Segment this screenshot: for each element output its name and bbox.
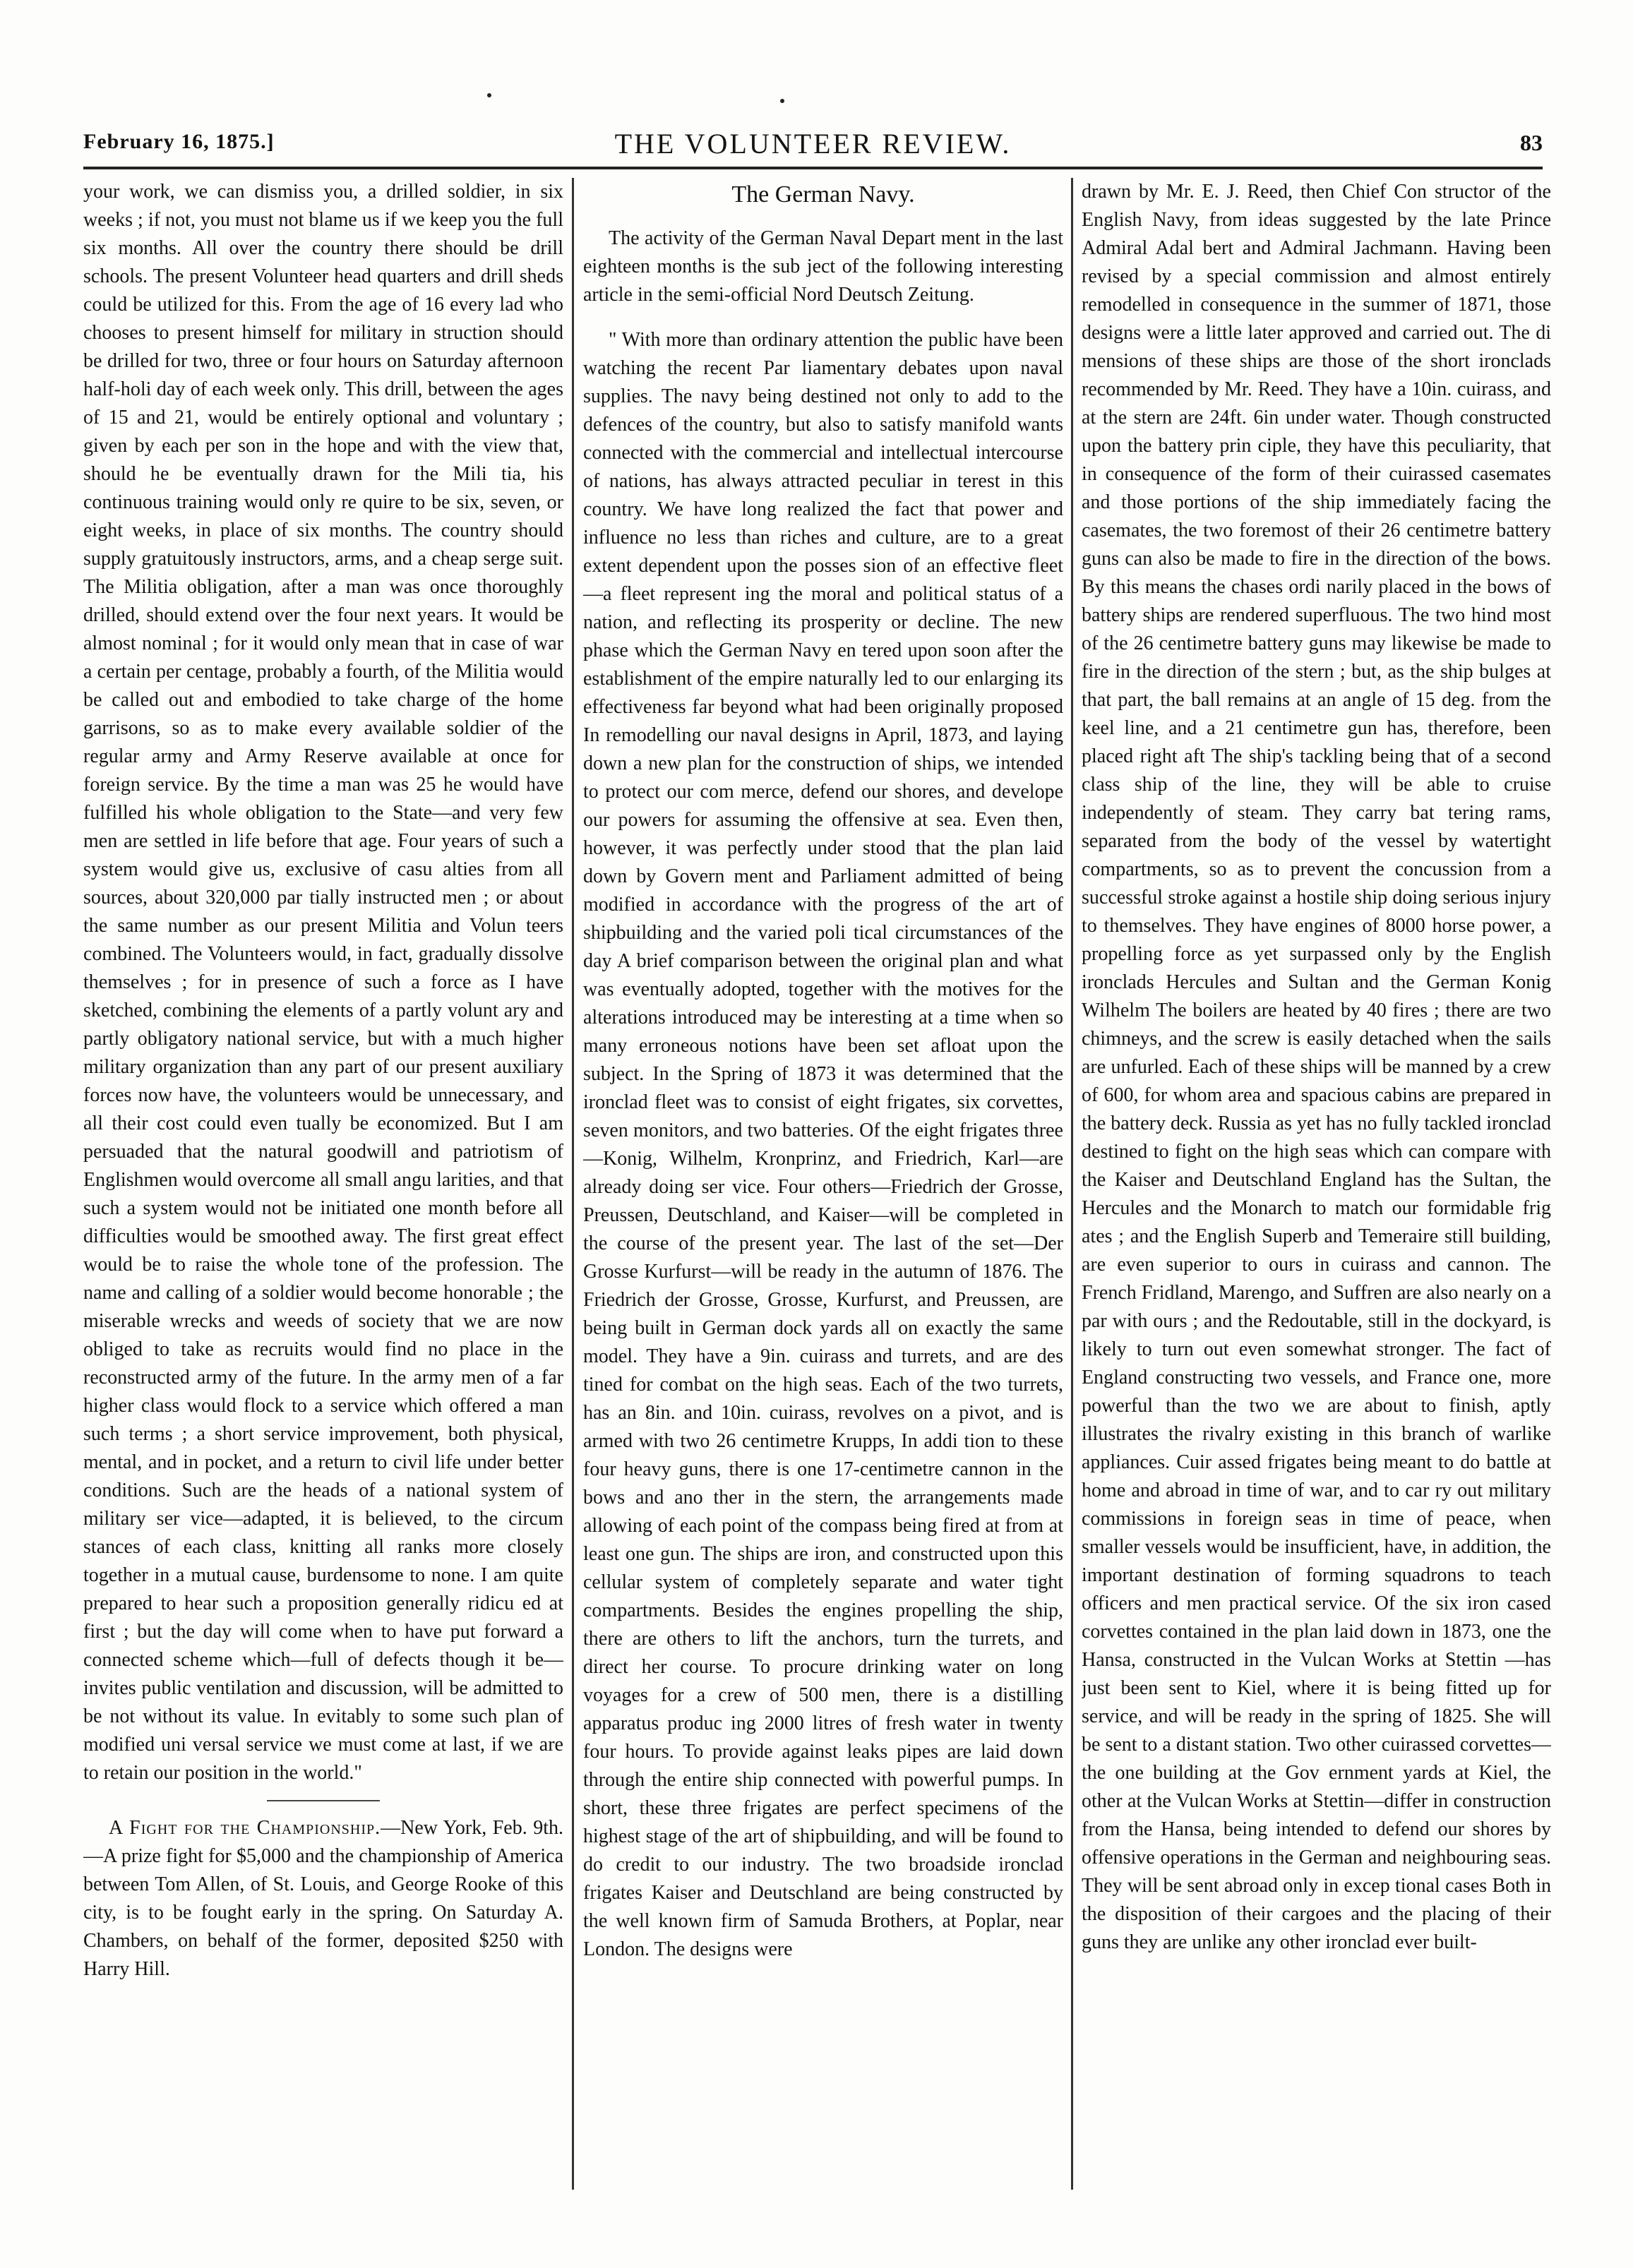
article-intro: The activity of the German Naval Depart ment in the last eighteen months is the sub ject of the following interesting article in the semi-official Nord Deutsch Zeitung. [583,227,1063,306]
paragraph-gap [583,309,1063,326]
column-right [1082,178,1551,2197]
header-rule [83,167,1543,169]
article-continuation-text: your work, we can dismiss you, a drilled soldier, in six weeks ; if not, you must not blame us if we keep you the full six months. All over the country there should be drill schools. The present Volunteer head quarters and drill sheds could be utilized for this. From the age of 16 every lad who chooses to present himself for military in struction should be drilled for two, three or four hours on Saturday afternoon half-holi day of each week only. This drill, between the ages of 15 and 21, would be entirely optional and voluntary ; given by each per son in the hope and with the view that, should he be eventually drawn for the Mili tia, his continuous training would only re quire to be six, seven, or eight weeks, in place of six months. The country should supply gratuitously instructors, arms, and a cheap serge suit. The Militia obligation, after a man was once thoroughly drilled, should extend over the four next years. It would be almost nominal ; for it would only mean that in case of war a certain per centage, probably a fourth, of the Militia would be called out and embodied to take charge of the home garrisons, so as to make every available soldier of the regular army and Army Reserve available at once for foreign service. By the time a man was 25 he would have fulfilled his whole obligation to the State—and very few men are settled in life before that age. Four years of such a system would give us, exclusive of casu alties from all sources, about 320,000 par tially instructed men ; or about the same number as our present Militia and Volun teers combined. The Volunteers would, in fact, gradually dissolve themselves ; for in presence of such a force as I have sketched, combining the elements of a partly volunt ary and partly obligatory national service, but with a much higher military organization than any part of our present auxiliary forces now have, the volunteers would be unnecessary, and all their cost could even tually be economized. But I am persuaded that the natural goodwill and patriotism of Englishmen would overcome all small angu larities, and that such a system would not be initiated one month before all difficulties would be smoothed away. The first great effect would be to raise the whole tone of the profession. The name and calling of a soldier would become honorable ; the miserable wrecks and weeds of society that we are now obliged to take as recruits would find no place in the reconstructed army of the future. In the army men of a far higher class would flock to a service which offered a man such terms ; a short service improvement, both physical, mental, and in pocket, and a return to civil life under better conditions. Such are the heads of a national system of military ser vice—adapted, it is believed, to the circum stances of each class, knitting all ranks more closely together in a mutual cause, burdensome to none. I am quite prepared to hear such a proposition generally ridicu ed at first ; but the day will come when to have put forward a connected scheme which—full of defects though it be—invites public ventilation and discussion, will be admitted to be not without its value. In evitably to some such plan of modified uni versal service we must come at last, if we are to retain our position in the world." [83,181,563,1784]
news-item-prize-fight [83,1814,563,1984]
page-header [83,127,1543,161]
article-body: " With more than ordinary attention the public have been watching the recent Par liamentary debates upon naval supplies. The navy being destined not only to add to the defences of the country, but also to satisfy manifold wants connected with the commercial and intellectual intercourse of nations, has always attracted peculiar in terest in this country. We have long realized the fact that power and influence no less than riches and culture, are to a great extent dependent upon the posses sion of an effective fleet—a fleet represent ing the moral and political status of a nation, and reflecting its prosperity or decline. The new phase which the German Navy en tered upon soon after the establishment of the empire naturally led to our enlarging its effectiveness far beyond what had been originally proposed In remodelling our naval designs in April, 1873, and laying down a new plan for the construction of ships, we intended to protect our com merce, defend our shores, and develope our powers for assuming the offensive at sea. Even then, however, it was perfectly under stood that the plan laid down by Govern ment and Parliament admitted of being modified in accordance with the progress of the art of shipbuilding and the varied poli tical circumstances of the day A brief comparison between the original plan and what was eventually adopted, together with the motives for the alterations introduced may be interesting at a time when so many erroneous notions have been set afloat upon the subject. In the Spring of 1873 it was determined that the ironclad fleet was to consist of eight frigates, six corvettes, seven monitors, and two batteries. Of the eight frigates three—Konig, Wilhelm, Kronprinz, and Friedrich, Karl—are already doing ser vice. Four others—Friedrich der Grosse, Preussen, Deutschland, and Kaiser—will be completed in the course of the present year. The last of the set—Der Grosse Kurfurst—will be ready in the autumn of 1876. The Friedrich der Grosse, Grosse, Kurfurst, and Preussen, are being built in German dock yards all on exactly the same model. They have a 9in. cuirass and turrets, and are des tined for combat on the high seas. Each of the two turrets, has an 8in. and 10in. cuirass, revolves on a pivot, and is armed with two 26 centimetre Krupps, In addi tion to these four heavy guns, there is one 17-centimetre cannon in the bows and ano ther in the stern, the arrangements made allowing of each point of the compass being fired at from at least one gun. The ships are iron, and constructed upon this cellular system of completely separate and water tight compartments. Besides the engines propelling the ship, there are others to lift the anchors, turn the turrets, and direct her course. To procure drinking water on long voyages for a crew of 500 men, there is a distilling apparatus produc ing 2000 litres of fresh water in twenty four hours. To provide against leaks pipes are laid down through the entire ship connected with powerful pumps. In short, these three frigates are perfect specimens of the highest stage of the art of shipbuilding, and will be found to do credit to our industry. The two broadside ironclad frigates Kaiser and Deutschland are being constructed by the well known firm of Samuda Brothers, at Poplar, near London. The designs were [583,329,1063,1960]
speck-top-left [487,93,491,97]
header-date: February 16, 1875.] [83,130,275,153]
column-left [83,178,563,2197]
news-item-body: —New York, Feb. 9th.—A prize fight for $5,000 and the championship of America between Tom Allen, of St. Louis, and George Rooke of this city, is to be fought early in the spring. On Saturday A. Chambers, on behalf of the former, deposited $250 with Harry Hill. [83,1817,563,1980]
news-item-headline: A Fight for the Championship. [109,1817,381,1839]
page-number: 83 [1520,130,1543,155]
column-divider-right [1071,178,1073,2190]
speck-top-right [780,99,784,103]
article-body-continued: drawn by Mr. E. J. Reed, then Chief Con structor of the English Navy, from ideas suggested by the late Prince Admiral Adal bert and Admiral Jachmann. Having been revised by a special commission and almost entirely remodelled in consequence in the summer of 1871, those designs were a little later approved and carried out. The di mensions of these ships are those of the short ironclads recommended by Mr. Reed. They have a 10in. cuirass, and at the stern are 24ft. 6in under water. Though constructed upon the battery prin ciple, they have this peculiarity, that in consequence of the form of their cuirassed casemates and those portions of the ship immediately facing the casemates, the two foremost of their 26 centimetre battery guns can also be made to fire in the direction of the bows. By this means the chases ordi narily placed in the bows of battery ships are rendered superfluous. The two hind most of the 26 centimetre battery guns may likewise be made to fire in the direction of the stern ; but, as the ship bulges at that part, the ball remains at an angle of 15 deg. from the keel line, and a 21 centimetre gun has, therefore, been placed right aft The ship's tackling being that of a second class ship of the line, they will be able to cruise independently of steam. They carry bat tering rams, separated from the body of the vessel by watertight compartments, so as to prevent the concussion from a successful stroke against a hostile ship doing serious injury to themselves. They have engines of 8000 horse power, a propelling force as yet surpassed only by the English ironclads Hercules and Sultan and the German Konig Wilhelm The boilers are heated by 40 fires ; there are two chimneys, and the screw is easily detached when the sails are unfurled. Each of these ships will be manned by a crew of 600, for whom area and spacious cabins are prepared in the battery deck. Russia as yet has no fully tackled ironclad destined to fight on the high seas which can compare with the Kaiser and Deutschland England has the Sultan, the Hercules and the Monarch to match our formidable frig ates ; and the English Superb and Temeraire still building, are even superior to ours in cuirass and cannon. The French Fridland, Marengo, and Suffren are also nearly on a par with ours ; and the Redoutable, still in the dockyard, is likely to turn out even somewhat stronger. The fact of England constructing two vessels, and France one, more powerful than the two we are about to finish, aptly illustrates the rivalry existing in this branch of warlike appliances. Cuir assed frigates being meant to do battle at home and abroad in time of war, and to car ry out military commissions in foreign seas in time of peace, when smaller vessels would be insufficient, have, in addition, the important destination of forming squadrons to teach officers and men practical service. Of the six iron cased corvettes contained in the plan laid down in 1873, one the Hansa, constructed in the Vulcan Works at Stettin —has just been sent to Kiel, where it is being fitted up for service, and will be ready in the spring of 1825. She will be sent to a distant station. Two other cuirassed corvettes—the one building at the Gov ernment yards at Kiel, the other at the Vulcan Works at Stettin—differ in construction from the Hansa, being intended to defend our shores by offensive operations in the German and neighbouring seas. They will be sent abroad only in excep tional cases Both in the disposition of their cargoes and the placing of their guns they are unlike any other ironclad ever built- [1082,181,1551,1953]
article-title: The German Navy. [731,181,915,208]
column-middle [583,178,1063,2197]
column-divider-left [572,178,574,2190]
masthead-title: THE VOLUNTEER REVIEW. [614,128,1012,160]
article-separator [267,1800,380,1801]
